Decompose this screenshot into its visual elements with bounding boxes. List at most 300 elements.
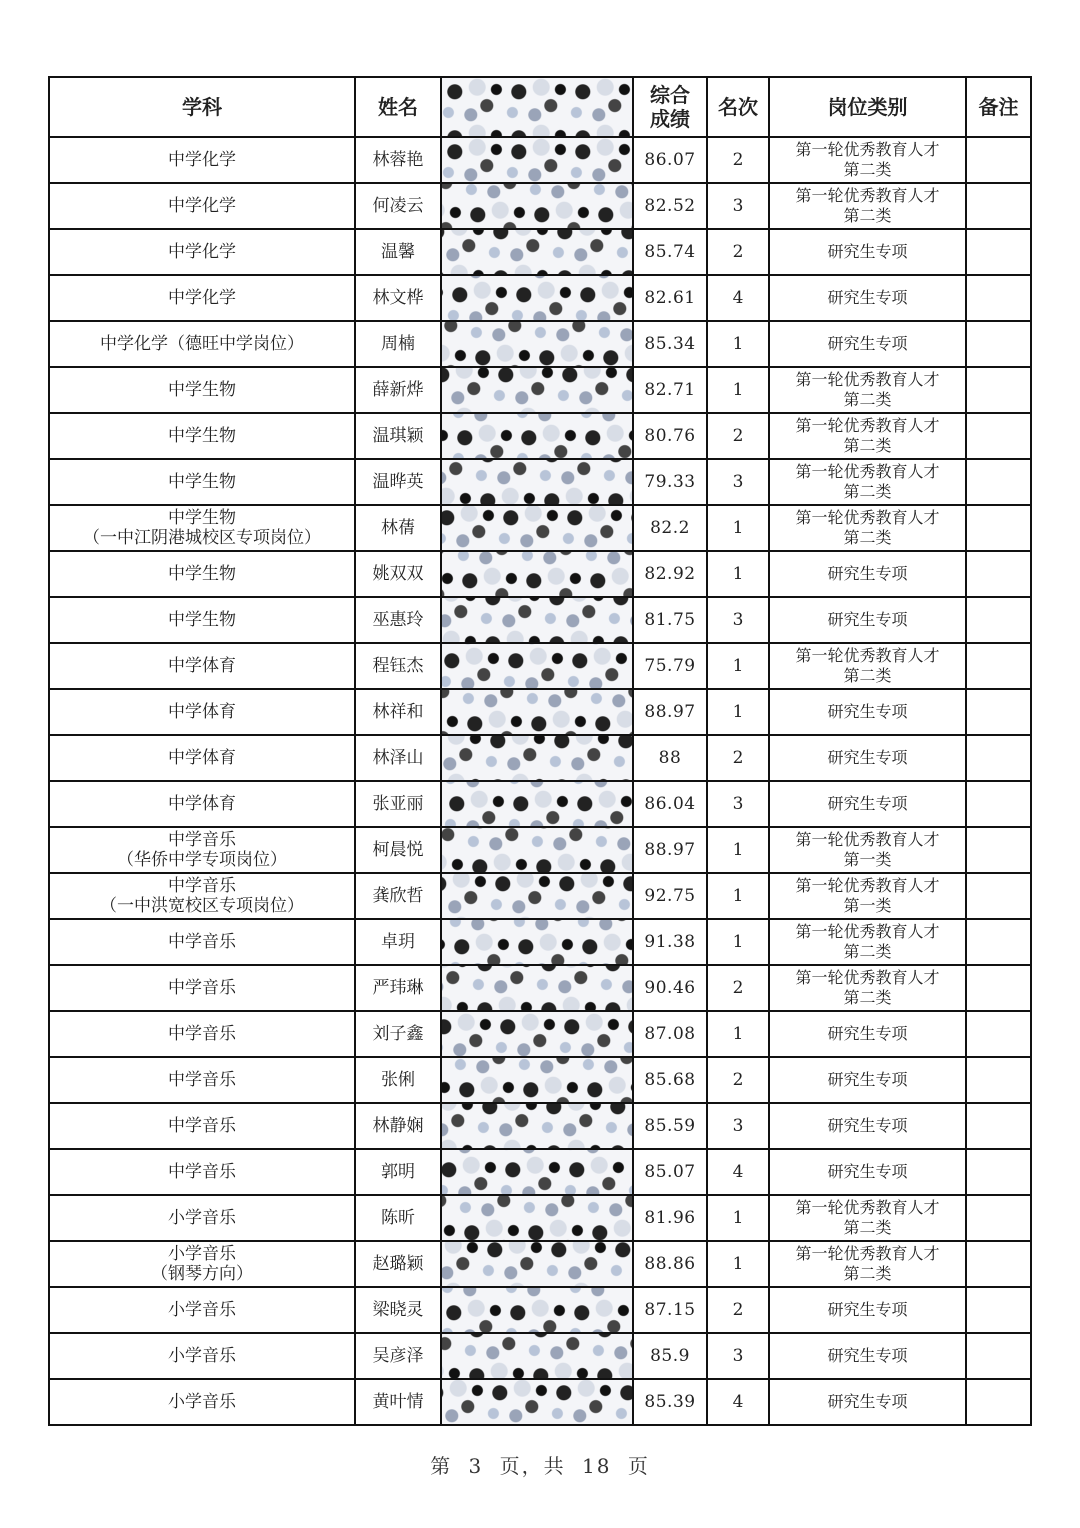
- cell-subject: [49, 1333, 355, 1379]
- cell-subject: [49, 781, 355, 827]
- cell-score: 82.2: [633, 505, 707, 551]
- category-line: 研究生专项: [827, 1346, 908, 1365]
- cell-note: [966, 597, 1031, 643]
- subject-line: 中学体育: [168, 702, 236, 722]
- cell-note: [966, 1195, 1031, 1241]
- cell-rank: 1: [707, 919, 769, 965]
- redacted-cell: [441, 1287, 633, 1333]
- subject-line: （一中洪宽校区专项岗位）: [100, 896, 304, 916]
- cell-category: [769, 781, 966, 827]
- cell-score: 91.38: [633, 919, 707, 965]
- header-score-line1: 综合: [650, 83, 690, 107]
- cell-name: 黄叶情: [355, 1379, 441, 1425]
- cell-rank: 1: [707, 643, 769, 689]
- cell-category: [769, 137, 966, 183]
- cell-rank: 3: [707, 781, 769, 827]
- redacted-cell: [441, 1057, 633, 1103]
- redacted-cell: [441, 1379, 633, 1425]
- table-row: [49, 1333, 1031, 1379]
- cell-subject: [49, 643, 355, 689]
- table-row: [49, 275, 1031, 321]
- subject-line: 中学生物: [168, 610, 236, 630]
- cell-name: 吴彦泽: [355, 1333, 441, 1379]
- cell-name: 温晔英: [355, 459, 441, 505]
- cell-rank: 3: [707, 183, 769, 229]
- cell-subject: [49, 1287, 355, 1333]
- cell-rank: 4: [707, 1379, 769, 1425]
- cell-rank: 2: [707, 229, 769, 275]
- cell-rank: 4: [707, 275, 769, 321]
- subject-line: 中学音乐: [168, 830, 236, 850]
- cell-score: 81.96: [633, 1195, 707, 1241]
- category-line: 第二类: [843, 390, 892, 409]
- category-line: 第一轮优秀教育人才: [795, 370, 940, 389]
- cell-rank: 1: [707, 1195, 769, 1241]
- cell-subject: [49, 597, 355, 643]
- cell-category: [769, 229, 966, 275]
- cell-score: 80.76: [633, 413, 707, 459]
- cell-name: 何凌云: [355, 183, 441, 229]
- category-line: 第二类: [843, 1218, 892, 1237]
- cell-name: 周楠: [355, 321, 441, 367]
- cell-note: [966, 367, 1031, 413]
- redacted-cell: [441, 1011, 633, 1057]
- redacted-header-cell: [441, 77, 633, 137]
- cell-score: 85.68: [633, 1057, 707, 1103]
- cell-category: [769, 1241, 966, 1287]
- cell-category: [769, 965, 966, 1011]
- cell-subject: [49, 965, 355, 1011]
- cell-subject: [49, 919, 355, 965]
- cell-subject: [49, 689, 355, 735]
- cell-category: [769, 597, 966, 643]
- cell-category: [769, 643, 966, 689]
- subject-line: 小学音乐: [168, 1208, 236, 1228]
- cell-note: [966, 505, 1031, 551]
- category-line: 第二类: [843, 1264, 892, 1283]
- subject-line: 中学体育: [168, 794, 236, 814]
- cell-rank: 1: [707, 1241, 769, 1287]
- cell-note: [966, 137, 1031, 183]
- cell-rank: 1: [707, 505, 769, 551]
- cell-subject: [49, 137, 355, 183]
- cell-subject: [49, 1241, 355, 1287]
- redacted-cell: [441, 643, 633, 689]
- table-row: [49, 1057, 1031, 1103]
- subject-line: 中学化学: [168, 150, 236, 170]
- cell-category: [769, 321, 966, 367]
- cell-category: [769, 1287, 966, 1333]
- category-line: 第一轮优秀教育人才: [795, 1198, 940, 1217]
- cell-category: [769, 413, 966, 459]
- cell-name: 梁晓灵: [355, 1287, 441, 1333]
- cell-subject: [49, 505, 355, 551]
- category-line: 研究生专项: [827, 794, 908, 813]
- redacted-cell: [441, 1149, 633, 1195]
- redacted-cell: [441, 919, 633, 965]
- table-row: [49, 1011, 1031, 1057]
- subject-line: 中学音乐: [168, 876, 236, 896]
- page-total: 18: [582, 1454, 612, 1478]
- cell-name: 林泽山: [355, 735, 441, 781]
- category-line: 第二类: [843, 160, 892, 179]
- cell-note: [966, 183, 1031, 229]
- subject-line: 中学音乐: [168, 1070, 236, 1090]
- table-row: [49, 873, 1031, 919]
- cell-category: [769, 459, 966, 505]
- subject-line: 中学生物: [168, 564, 236, 584]
- subject-line: 中学化学: [168, 196, 236, 216]
- cell-note: [966, 1057, 1031, 1103]
- cell-note: [966, 1103, 1031, 1149]
- redacted-cell: [441, 1195, 633, 1241]
- redacted-cell: [441, 1103, 633, 1149]
- redacted-cell: [441, 1241, 633, 1287]
- table-row: [49, 137, 1031, 183]
- category-line: 研究生专项: [827, 242, 908, 261]
- category-line: 研究生专项: [827, 748, 908, 767]
- cell-category: [769, 1057, 966, 1103]
- redacted-cell: [441, 597, 633, 643]
- cell-score: 90.46: [633, 965, 707, 1011]
- cell-score: 88.97: [633, 689, 707, 735]
- cell-note: [966, 1149, 1031, 1195]
- category-line: 研究生专项: [827, 1392, 908, 1411]
- category-line: 第一类: [843, 896, 892, 915]
- cell-name: 林蒨: [355, 505, 441, 551]
- cell-subject: [49, 459, 355, 505]
- redacted-cell: [441, 183, 633, 229]
- cell-score: 85.74: [633, 229, 707, 275]
- table-row: [49, 1103, 1031, 1149]
- header-note: 备注: [966, 77, 1031, 137]
- table-row: [49, 183, 1031, 229]
- cell-score: 75.79: [633, 643, 707, 689]
- cell-score: 82.52: [633, 183, 707, 229]
- cell-name: 刘子鑫: [355, 1011, 441, 1057]
- cell-category: [769, 873, 966, 919]
- cell-name: 林祥和: [355, 689, 441, 735]
- cell-note: [966, 551, 1031, 597]
- category-line: 第二类: [843, 942, 892, 961]
- cell-note: [966, 275, 1031, 321]
- category-line: 第二类: [843, 482, 892, 501]
- cell-name: 巫惠玲: [355, 597, 441, 643]
- cell-rank: 1: [707, 689, 769, 735]
- table-row: [49, 1379, 1031, 1425]
- table-row: [49, 413, 1031, 459]
- header-row: [49, 77, 1031, 137]
- cell-score: 85.59: [633, 1103, 707, 1149]
- cell-rank: 3: [707, 597, 769, 643]
- subject-line: 小学音乐: [168, 1346, 236, 1366]
- redacted-cell: [441, 229, 633, 275]
- cell-rank: 2: [707, 1287, 769, 1333]
- cell-rank: 1: [707, 321, 769, 367]
- cell-note: [966, 413, 1031, 459]
- cell-category: [769, 1195, 966, 1241]
- category-line: 研究生专项: [827, 1300, 908, 1319]
- cell-rank: 1: [707, 551, 769, 597]
- header-subject: 学科: [49, 77, 355, 137]
- table-row: [49, 505, 1031, 551]
- cell-note: [966, 781, 1031, 827]
- table-row: [49, 229, 1031, 275]
- subject-line: 中学音乐: [168, 932, 236, 952]
- category-line: 研究生专项: [827, 334, 908, 353]
- category-line: 第二类: [843, 988, 892, 1007]
- table-row: [49, 643, 1031, 689]
- cell-rank: 2: [707, 137, 769, 183]
- table-row: [49, 1149, 1031, 1195]
- category-line: 第二类: [843, 528, 892, 547]
- header-score-line2: 成绩: [650, 107, 690, 131]
- category-line: 第一轮优秀教育人才: [795, 646, 940, 665]
- table-row: [49, 781, 1031, 827]
- cell-category: [769, 551, 966, 597]
- cell-rank: 1: [707, 1011, 769, 1057]
- cell-subject: [49, 827, 355, 873]
- category-line: 第一轮优秀教育人才: [795, 830, 940, 849]
- cell-rank: 2: [707, 735, 769, 781]
- cell-score: 87.08: [633, 1011, 707, 1057]
- cell-score: 85.07: [633, 1149, 707, 1195]
- redacted-cell: [441, 689, 633, 735]
- category-line: 第一轮优秀教育人才: [795, 186, 940, 205]
- category-line: 第一轮优秀教育人才: [795, 508, 940, 527]
- cell-name: 陈昕: [355, 1195, 441, 1241]
- page-current: 3: [468, 1454, 484, 1478]
- redacted-cell: [441, 275, 633, 321]
- cell-note: [966, 459, 1031, 505]
- subject-line: 中学生物: [168, 508, 236, 528]
- redacted-cell: [441, 965, 633, 1011]
- cell-score: 82.92: [633, 551, 707, 597]
- category-line: 研究生专项: [827, 1070, 908, 1089]
- cell-score: 85.39: [633, 1379, 707, 1425]
- cell-rank: 3: [707, 1333, 769, 1379]
- redacted-cell: [441, 827, 633, 873]
- table-row: [49, 965, 1031, 1011]
- table-body: [49, 137, 1031, 1425]
- subject-line: 中学体育: [168, 656, 236, 676]
- cell-score: 85.9: [633, 1333, 707, 1379]
- cell-score: 85.34: [633, 321, 707, 367]
- cell-note: [966, 965, 1031, 1011]
- subject-line: 中学体育: [168, 748, 236, 768]
- cell-note: [966, 735, 1031, 781]
- category-line: 第一轮优秀教育人才: [795, 462, 940, 481]
- subject-line: （钢琴方向）: [151, 1264, 253, 1284]
- cell-note: [966, 689, 1031, 735]
- cell-subject: [49, 1149, 355, 1195]
- cell-name: 林蓉艳: [355, 137, 441, 183]
- cell-note: [966, 827, 1031, 873]
- cell-subject: [49, 1103, 355, 1149]
- category-line: 第二类: [843, 436, 892, 455]
- cell-category: [769, 275, 966, 321]
- redacted-cell: [441, 735, 633, 781]
- cell-category: [769, 1011, 966, 1057]
- page-prefix: 第: [430, 1454, 453, 1478]
- cell-rank: 2: [707, 413, 769, 459]
- subject-line: 中学化学: [168, 288, 236, 308]
- cell-rank: 1: [707, 827, 769, 873]
- category-line: 第一轮优秀教育人才: [795, 416, 940, 435]
- category-line: 研究生专项: [827, 1162, 908, 1181]
- table-row: [49, 459, 1031, 505]
- table-row: [49, 1195, 1031, 1241]
- category-line: 研究生专项: [827, 610, 908, 629]
- table-row: [49, 919, 1031, 965]
- table-row: [49, 735, 1031, 781]
- category-line: 研究生专项: [827, 702, 908, 721]
- header-category: 岗位类别: [769, 77, 966, 137]
- cell-category: [769, 735, 966, 781]
- table-row: [49, 367, 1031, 413]
- cell-subject: [49, 367, 355, 413]
- cell-subject: [49, 1011, 355, 1057]
- cell-category: [769, 689, 966, 735]
- subject-line: 中学生物: [168, 472, 236, 492]
- subject-line: 中学音乐: [168, 1116, 236, 1136]
- subject-line: （华侨中学专项岗位）: [117, 850, 287, 870]
- page-mid: 页，共: [499, 1454, 566, 1478]
- cell-subject: [49, 1379, 355, 1425]
- cell-note: [966, 643, 1031, 689]
- cell-name: 温琪颖: [355, 413, 441, 459]
- table-row: [49, 689, 1031, 735]
- cell-note: [966, 321, 1031, 367]
- redacted-cell: [441, 873, 633, 919]
- cell-rank: 3: [707, 459, 769, 505]
- subject-line: 中学音乐: [168, 1024, 236, 1044]
- cell-subject: [49, 321, 355, 367]
- cell-name: 张亚丽: [355, 781, 441, 827]
- cell-rank: 2: [707, 1057, 769, 1103]
- redacted-cell: [441, 1333, 633, 1379]
- category-line: 研究生专项: [827, 288, 908, 307]
- table-row: [49, 1241, 1031, 1287]
- cell-name: 卓玥: [355, 919, 441, 965]
- results-table: [48, 76, 1032, 1426]
- cell-score: 79.33: [633, 459, 707, 505]
- category-line: 研究生专项: [827, 564, 908, 583]
- redacted-cell: [441, 505, 633, 551]
- redacted-cell: [441, 321, 633, 367]
- category-line: 研究生专项: [827, 1024, 908, 1043]
- cell-rank: 1: [707, 367, 769, 413]
- cell-note: [966, 1333, 1031, 1379]
- subject-line: 小学音乐: [168, 1392, 236, 1412]
- category-line: 第二类: [843, 206, 892, 225]
- cell-score: 88.86: [633, 1241, 707, 1287]
- category-line: 第一轮优秀教育人才: [795, 140, 940, 159]
- cell-name: 柯晨悦: [355, 827, 441, 873]
- cell-subject: [49, 229, 355, 275]
- category-line: 第一轮优秀教育人才: [795, 876, 940, 895]
- results-sheet: [48, 76, 1030, 1426]
- subject-line: 小学音乐: [168, 1244, 236, 1264]
- redacted-cell: [441, 551, 633, 597]
- redacted-cell: [441, 137, 633, 183]
- header-score: [633, 77, 707, 137]
- table-row: [49, 827, 1031, 873]
- table-row: [49, 1287, 1031, 1333]
- cell-category: [769, 919, 966, 965]
- cell-score: 88: [633, 735, 707, 781]
- cell-subject: [49, 1195, 355, 1241]
- cell-name: 赵璐颖: [355, 1241, 441, 1287]
- cell-subject: [49, 1057, 355, 1103]
- subject-line: 中学化学（德旺中学岗位）: [100, 334, 304, 354]
- cell-score: 88.97: [633, 827, 707, 873]
- cell-subject: [49, 735, 355, 781]
- cell-subject: [49, 183, 355, 229]
- cell-name: 温馨: [355, 229, 441, 275]
- subject-line: 中学生物: [168, 426, 236, 446]
- cell-category: [769, 183, 966, 229]
- cell-category: [769, 1103, 966, 1149]
- redacted-cell: [441, 781, 633, 827]
- redacted-cell: [441, 367, 633, 413]
- category-line: 第一轮优秀教育人才: [795, 922, 940, 941]
- cell-category: [769, 505, 966, 551]
- cell-score: 86.04: [633, 781, 707, 827]
- cell-note: [966, 919, 1031, 965]
- category-line: 第一类: [843, 850, 892, 869]
- cell-score: 82.61: [633, 275, 707, 321]
- cell-name: 林静娴: [355, 1103, 441, 1149]
- redacted-cell: [441, 459, 633, 505]
- cell-name: 龚欣哲: [355, 873, 441, 919]
- cell-name: 程钰杰: [355, 643, 441, 689]
- cell-rank: 3: [707, 1103, 769, 1149]
- page-suffix: 页: [627, 1454, 650, 1478]
- table-row: [49, 321, 1031, 367]
- cell-category: [769, 827, 966, 873]
- category-line: 第一轮优秀教育人才: [795, 1244, 940, 1263]
- cell-subject: [49, 413, 355, 459]
- cell-name: 严玮琳: [355, 965, 441, 1011]
- cell-note: [966, 1287, 1031, 1333]
- cell-name: 薛新烨: [355, 367, 441, 413]
- redacted-cell: [441, 413, 633, 459]
- subject-line: 中学生物: [168, 380, 236, 400]
- table-row: [49, 597, 1031, 643]
- cell-score: 92.75: [633, 873, 707, 919]
- cell-score: 82.71: [633, 367, 707, 413]
- cell-rank: 2: [707, 965, 769, 1011]
- subject-line: 中学音乐: [168, 978, 236, 998]
- header-rank: 名次: [707, 77, 769, 137]
- cell-rank: 1: [707, 873, 769, 919]
- cell-name: 张俐: [355, 1057, 441, 1103]
- cell-score: 86.07: [633, 137, 707, 183]
- cell-note: [966, 1379, 1031, 1425]
- subject-line: 中学音乐: [168, 1162, 236, 1182]
- category-line: 第一轮优秀教育人才: [795, 968, 940, 987]
- cell-note: [966, 873, 1031, 919]
- subject-line: 中学化学: [168, 242, 236, 262]
- cell-score: 87.15: [633, 1287, 707, 1333]
- cell-note: [966, 229, 1031, 275]
- cell-score: 81.75: [633, 597, 707, 643]
- cell-note: [966, 1241, 1031, 1287]
- cell-note: [966, 1011, 1031, 1057]
- header-name: 姓名: [355, 77, 441, 137]
- table-row: [49, 551, 1031, 597]
